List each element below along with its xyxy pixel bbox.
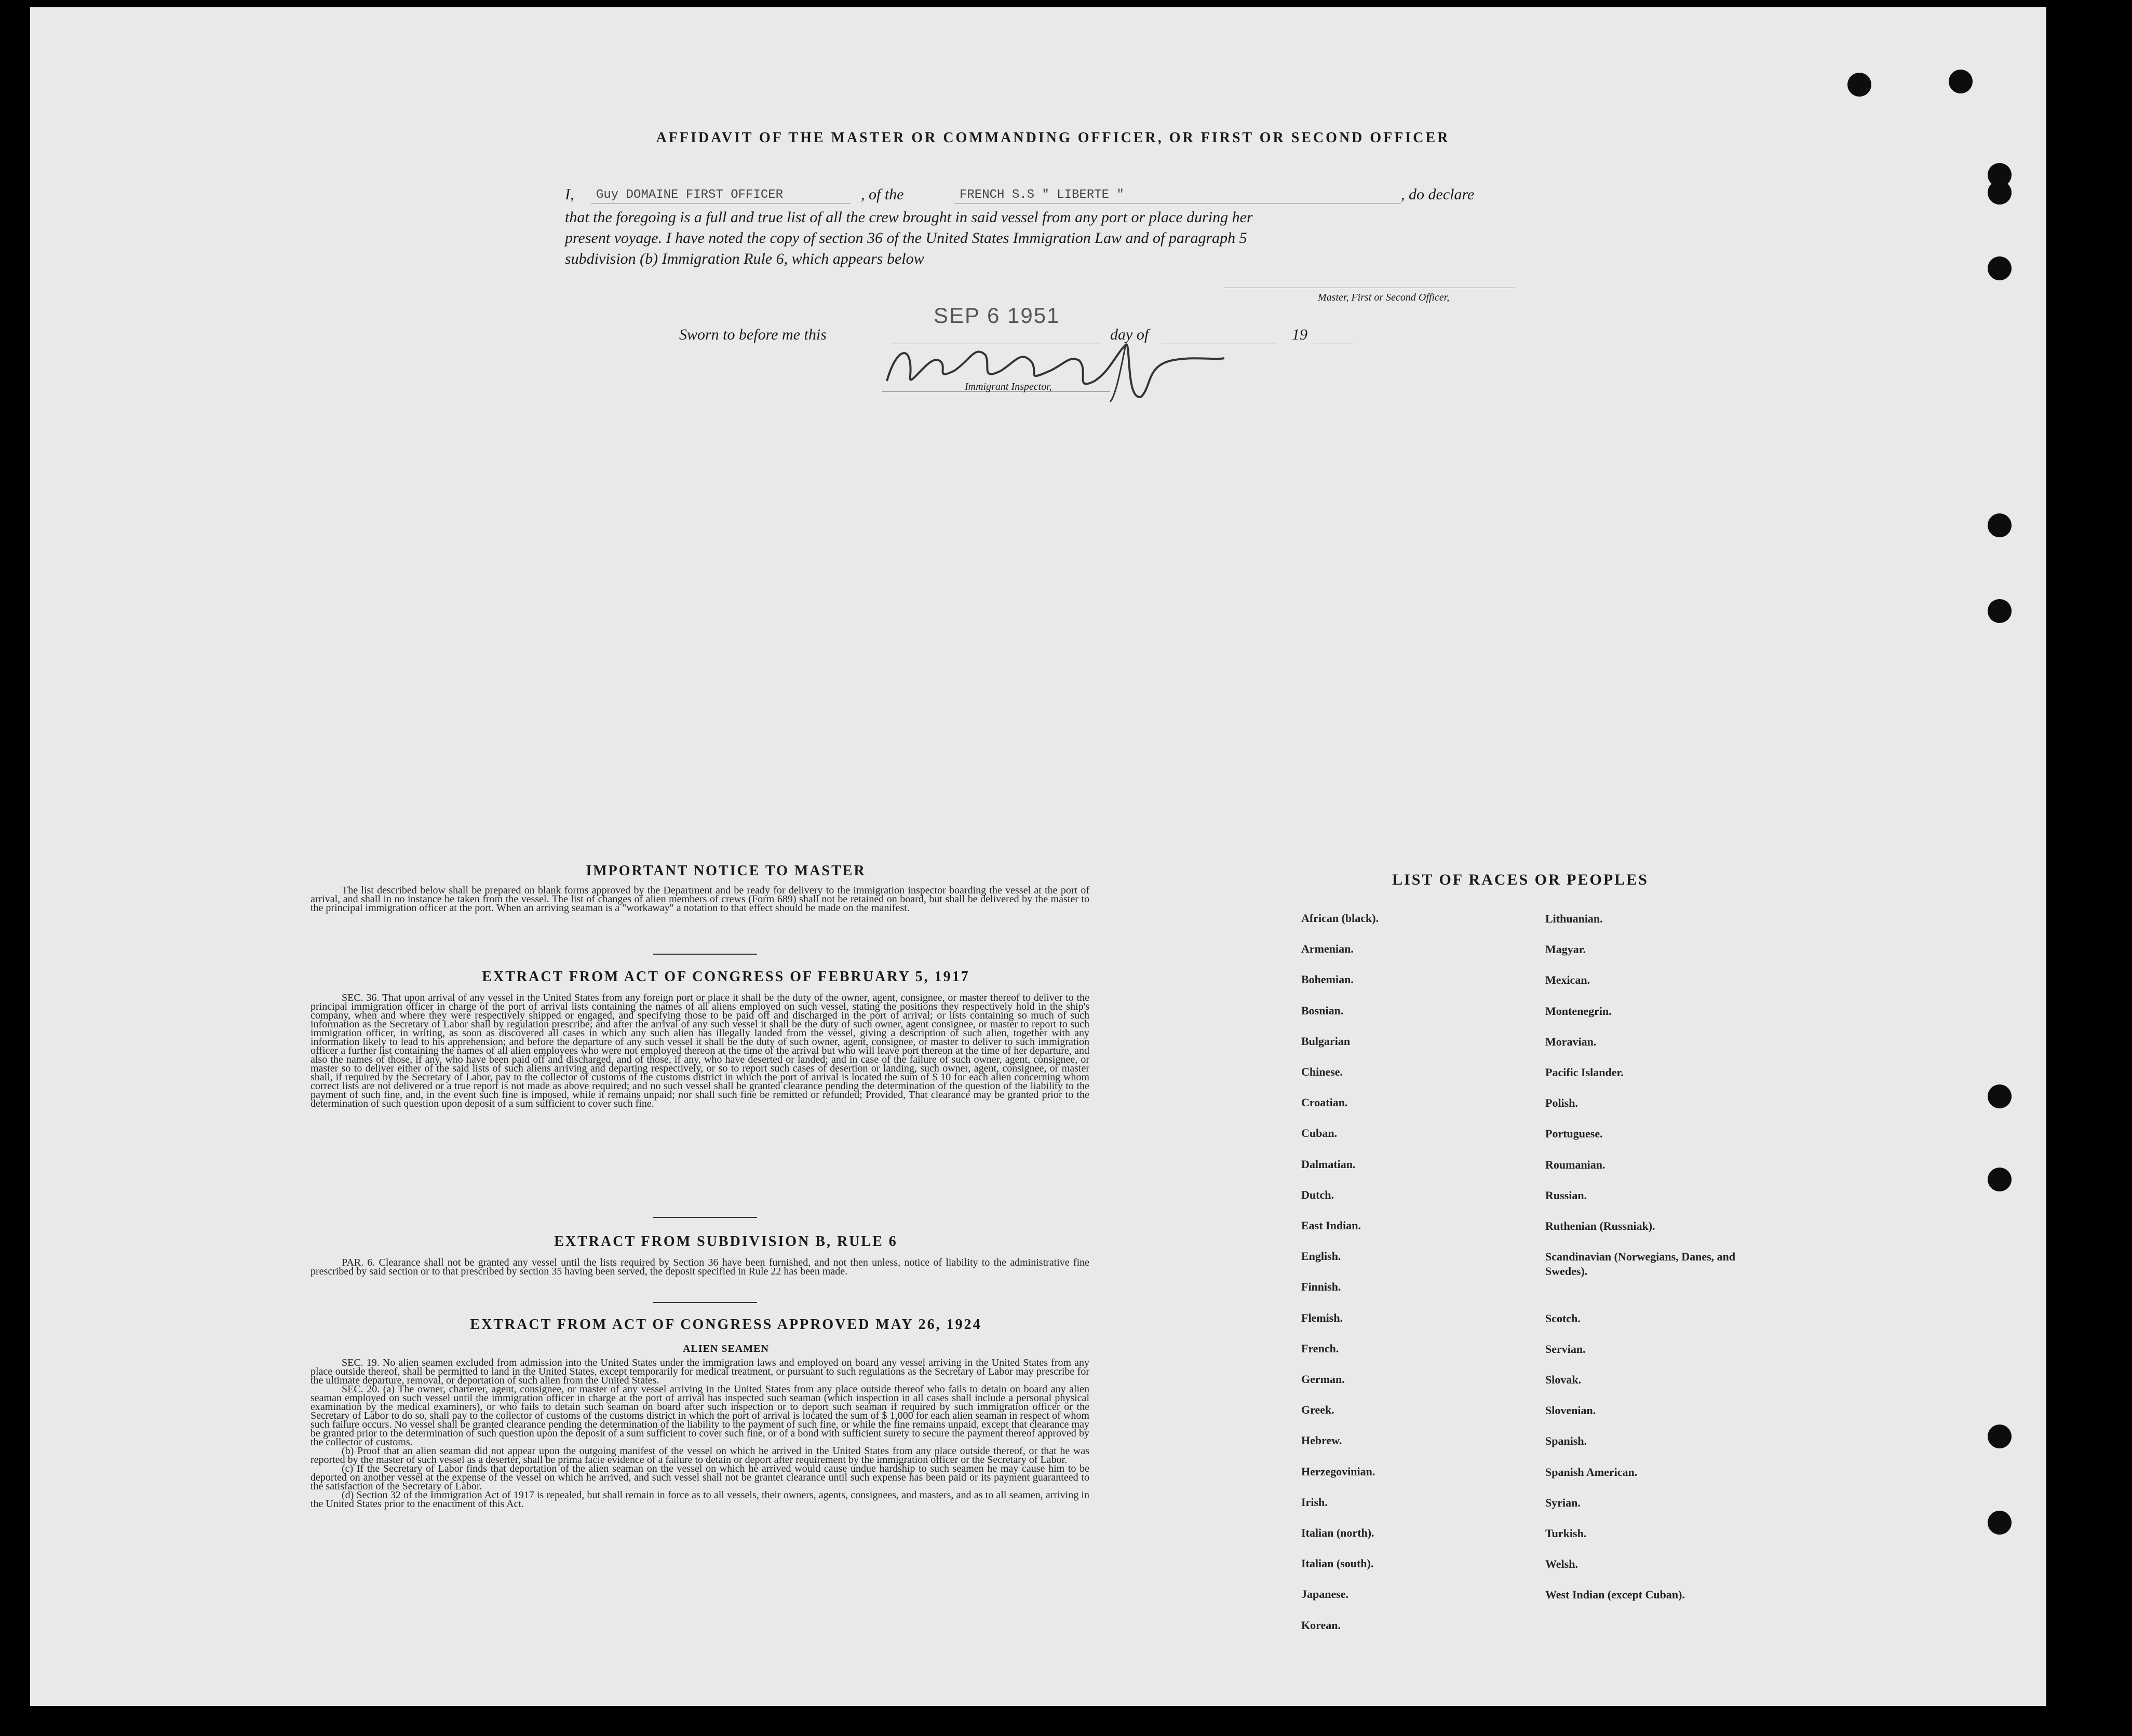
- race-entry: Mexican.: [1545, 973, 1590, 986]
- race-entry: Armenian.: [1301, 942, 1354, 955]
- race-entry: Portuguese.: [1545, 1127, 1603, 1140]
- race-entry: Servian.: [1545, 1342, 1586, 1355]
- year-label: 19: [1292, 326, 1307, 343]
- races-title: LIST OF RACES OR PEOPLES: [1392, 871, 1649, 888]
- race-entry: Roumanian.: [1545, 1158, 1605, 1171]
- extract-1917-title: EXTRACT FROM ACT OF CONGRESS OF FEBRUARY 5, 1917: [482, 969, 970, 985]
- race-entry: Greek.: [1301, 1403, 1334, 1416]
- document-page: [30, 7, 2046, 1706]
- sec-20b: [311, 1447, 1089, 1464]
- race-entry: Welsh.: [1545, 1557, 1578, 1570]
- sec-20b-body: (b) Proof that an alien seaman did not appear upon the outgoing manifest of the vessel on which he arrived in the United States from any place outside thereof, or that he was reported by the master of such vessel as a deserter, shall be prima facie evidence of a failure to detain or deport after requirement by the immigration officer or the Secretary of Labor.: [311, 1445, 1089, 1466]
- race-entry: Spanish.: [1545, 1434, 1587, 1447]
- punch-hole: [1988, 513, 2012, 537]
- race-entry: Polish.: [1545, 1096, 1578, 1109]
- inspector-signature: [882, 324, 1235, 402]
- sec-19: [311, 1359, 1089, 1385]
- race-entry: Irish.: [1301, 1496, 1328, 1509]
- race-entry: Bohemian.: [1301, 973, 1354, 986]
- race-entry: Magyar.: [1545, 943, 1586, 956]
- race-entry: Cuban.: [1301, 1127, 1338, 1140]
- sec-20a-body: SEC. 20. (a) The owner, charterer, agent, consignee, or master of any vessel arriving in the United States from any place outside thereof who fails to detain on board any alien seaman employed on such vessel until the immigration officer in charge at the port of arrival has inspected such seaman (which inspection in all cases shall include a personal physical examination by the medical examiners), or who fails to detain such seaman on board after such inspection or to deport such seaman if required by such immigration officer or the Secretary of Labor to do so, shall pay to the collector of customs of the customs district in which the port of arrival is located the sum of $ 1,000 for each alien seaman in respect of whom such failure occurs. No vessel shall be granted clearance pending the determination of the liability to the payment of such fine, or while the fine remains unpaid, except that clearance may be granted prior to the determination of such question upon the deposit of a sum sufficient to cover such fine, or of a bond with sufficient surety to secure the payment thereof approved by the collector of customs.: [311, 1384, 1089, 1448]
- sec-20c-body: (c) If the Secretary of Labor finds that deportation of the alien seaman on the vessel on which he arrived would cause undue hardship to such seamen he may cause him to be deported on another vessel at the expense of the vessel on which he arrived, and such vessel shall not be grantet clearance until such expense has been paid or its payment guaranteed to the satisfaction of the Secretary of Labor.: [311, 1463, 1089, 1492]
- race-entry: German.: [1301, 1373, 1345, 1386]
- race-entry: Syrian.: [1545, 1496, 1581, 1509]
- race-entry: Lithuanian.: [1545, 912, 1603, 925]
- race-entry: Herzegovinian.: [1301, 1465, 1375, 1478]
- punch-hole: [1988, 1168, 2012, 1191]
- punch-hole: [1847, 73, 1871, 97]
- day-of-label: day of: [1110, 326, 1149, 343]
- do-declare-label: , do declare: [1401, 186, 1475, 203]
- race-entry: Italian (south).: [1301, 1557, 1374, 1570]
- race-entry: Scotch.: [1545, 1312, 1581, 1325]
- affidavit-title: AFFIDAVIT OF THE MASTER OR COMMANDING OFFICER, OR FIRST OR SECOND OFFICER: [656, 130, 1450, 146]
- race-entry: Moravian.: [1545, 1035, 1597, 1048]
- extract-1924-subtitle: ALIEN SEAMEN: [683, 1343, 769, 1354]
- race-entry: Flemish.: [1301, 1311, 1343, 1324]
- race-entry: Dutch.: [1301, 1188, 1334, 1201]
- race-entry: Turkish.: [1545, 1527, 1587, 1540]
- race-entry: Dalmatian.: [1301, 1158, 1356, 1171]
- extract-1917-body: SEC. 36. That upon arrival of any vessel in the United States from any foreign port or place it shall be the duty of the owner, agent, consignee, or master thereof to deliver to the principal immigration officer in charge of the port of arrival lists containing the names of all aliens employed on such vessel, stating the positions they respectively hold in the ship's company, when and where they were respectively shipped or engaged, and specifying those to be paid off and discharged in the port of arrival; or lists containing so much of such information as the Secretary of Labor shall by regulation prescribe; and after the arrival of any such vessel it shall be the duty of such owner, agent consignee, or master to report to such immigration officer, in writing, as soon as discovered all cases in which any such alien has illegally landed from the vessel, giving a description of such alien, together with any information likely to lead to his apprehension; and before the departure of any such vessel it shall be the duty of such owner, agent, consignee, or master to deliver to such immigration officer a further list containing the names of all alien employees who were not employed thereon at the time of the arrival but who will leave port thereon at the time of her departure, and also the names of those, if any, who have been paid off and discharged, and of those, if any, who have deserted or landed; and in case of the failure of such owner, agent, consignee, or master so to deliver either of the said lists of such aliens arriving and departing respectively, or so to report such cases of desertion or landing, such owner, agent, consignee, or master shall, if required by the Secretary of Labor, pay to the collector of customs of the customs district in which the port of arrival is located the sum of $ 10 for each alien concerning whom correct lists are not delivered or a true report is not made as above required; and no such vessel shall be granted clearance pending the determination of the question of the liability to the payment of such fine, and, in the event such fine is imposed, while it remains unpaid; nor shall such fine be remitted or refunded; Provided, That clearance may be granted prior to the determination of such question upon deposit of a sum sufficient to cover such fine.: [311, 992, 1089, 1109]
- race-entry: English.: [1301, 1250, 1341, 1263]
- extract-1924-text: [311, 1359, 1089, 1509]
- race-entry: Croatian.: [1301, 1096, 1348, 1109]
- section-divider: [653, 1302, 757, 1303]
- punch-hole: [1949, 70, 1973, 93]
- sworn-label: Sworn to before me this: [679, 326, 827, 343]
- declaration-line-3: present voyage. I have noted the copy of section 36 of the United States Immigration Law and of paragraph 5: [565, 229, 1247, 247]
- race-entry: Italian (north).: [1301, 1526, 1374, 1539]
- extract-1917-text: [311, 994, 1089, 1108]
- race-entry: Spanish American.: [1545, 1466, 1638, 1479]
- race-entry: Korean.: [1301, 1619, 1341, 1632]
- sec-20d: [311, 1491, 1089, 1509]
- extract-rule6-title: EXTRACT FROM SUBDIVISION B, RULE 6: [554, 1233, 898, 1250]
- extract-rule6-body: PAR. 6. Clearance shall not be granted any vessel until the lists required by Section 36 have been furnished, and not then unless, notice of liability to the administrative fine prescribed by said section or to that prescribed by section 35 having been served, the deposit specified in Rule 22 has been made.: [311, 1257, 1089, 1277]
- sec-20a: [311, 1385, 1089, 1447]
- punch-hole: [1988, 1511, 2012, 1535]
- race-entry: Finnish.: [1301, 1280, 1341, 1293]
- race-entry: Bulgarian: [1301, 1035, 1351, 1048]
- race-entry: Pacific Islander.: [1545, 1066, 1624, 1079]
- race-entry: Japanese.: [1301, 1588, 1349, 1601]
- notice-title: IMPORTANT NOTICE TO MASTER: [586, 863, 866, 879]
- section-divider: [653, 954, 757, 955]
- race-entry: African (black).: [1301, 912, 1379, 925]
- race-entry: Russian.: [1545, 1189, 1587, 1202]
- race-entry: French.: [1301, 1342, 1339, 1355]
- race-entry: Ruthenian (Russniak).: [1545, 1219, 1655, 1232]
- race-entry: Slovak.: [1545, 1373, 1582, 1386]
- punch-hole: [1988, 256, 2012, 280]
- section-divider: [653, 1217, 757, 1218]
- declaration-line-4: subdivision (b) Immigration Rule 6, which appears below: [565, 250, 924, 267]
- extract-rule6-text: [311, 1258, 1089, 1276]
- declaration-i: I,: [565, 186, 574, 203]
- notice-body: The list described below shall be prepared on blank forms approved by the Department and be ready for delivery to the immigration inspector boarding the vessel at the port of arrival, and shall in no instance be taken from the vessel. The list of changes of alien members of crews (Form 689) shall not be retained on board, but shall be delivered by the master to the principal immigration officer at the port. When an arriving seaman is a "workaway" a notation to that effect should be made on the manifest.: [311, 885, 1089, 914]
- race-entry: Scandinavian (Norwegians, Danes, and Swedes).: [1545, 1250, 1736, 1278]
- race-entry: East Indian.: [1301, 1219, 1361, 1232]
- punch-hole: [1988, 1084, 2012, 1108]
- sec-20d-body: (d) Section 32 of the Immigration Act of 1917 is repealed, but shall remain in force as to all vessels, their owners, agents, consignees, and masters, and as to all seamen, arriving in the United States prior to the enactment of this Act.: [311, 1489, 1089, 1510]
- date-stamp: SEP 6 1951: [934, 303, 1060, 328]
- race-entry: West Indian (except Cuban).: [1545, 1588, 1685, 1601]
- race-entry: Montenegrin.: [1545, 1005, 1612, 1018]
- inspector-label: Immigrant Inspector,: [965, 381, 1052, 392]
- officer-name: Guy DOMAINE FIRST OFFICER: [596, 188, 784, 202]
- race-entry: Chinese.: [1301, 1065, 1343, 1078]
- extract-1924-title: EXTRACT FROM ACT OF CONGRESS APPROVED MAY 26, 1924: [470, 1317, 982, 1333]
- punch-hole: [1988, 599, 2012, 623]
- signature-caption: Master, First or Second Officer,: [1318, 292, 1450, 303]
- sec-20c: [311, 1464, 1089, 1491]
- sec-19-body: SEC. 19. No alien seamen excluded from admission into the United States under the immigration laws and employed on board any vessel arriving in the United States from any place outside thereof, shall be permitted to land in the United States, except temporarily for medical treatment, or pursuant to such regulations as the Secretary of Labor may prescribe for the ultimate departure, removal, or deportation of such alien from the United States.: [311, 1357, 1089, 1386]
- race-entry: Hebrew.: [1301, 1434, 1342, 1447]
- vessel-name: FRENCH S.S " LIBERTE ": [960, 188, 1124, 202]
- punch-hole: [1988, 1425, 2012, 1448]
- punch-hole: [1988, 181, 2012, 205]
- of-the-label: , of the: [861, 186, 904, 203]
- declaration-line-2: that the foregoing is a full and true list of all the crew brought in said vessel from any port or place during her: [565, 209, 1253, 226]
- race-entry: Slovenian.: [1545, 1404, 1596, 1417]
- race-entry: Bosnian.: [1301, 1004, 1344, 1017]
- notice-text: [311, 886, 1089, 913]
